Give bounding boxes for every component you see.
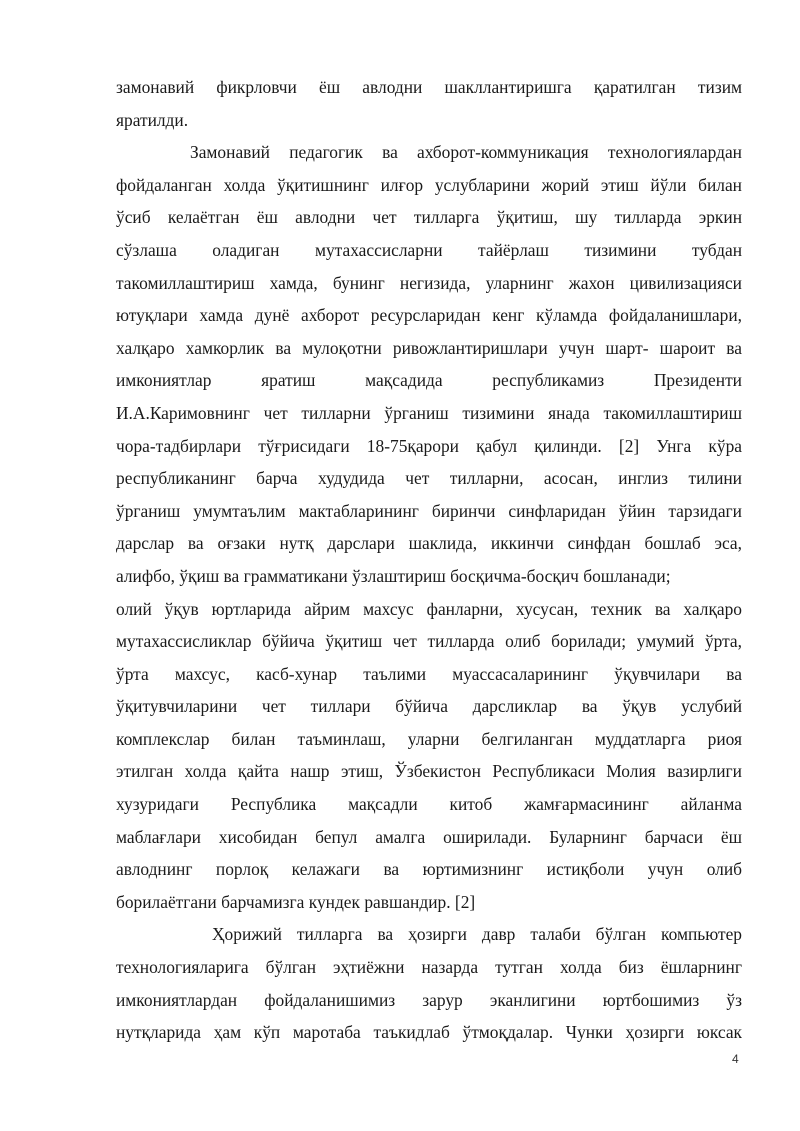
text-line: имкониятлардан фойдаланишимиз зарур эканлигини юртбошимиз ўз — [116, 989, 742, 1010]
text-line: нутқларида ҳам кўп маротаба таъкидлаб ўтмоқдалар. Чунки ҳозирги юксак — [116, 1022, 742, 1043]
paragraph-start-line: Замонавий педагогик ва ахборот-коммуникация технологиялардан — [190, 142, 742, 163]
text-line: яратилди. — [116, 109, 189, 130]
text-line: халқаро хамкорлик ва мулоқотни ривожлантиришлари учун шарт- шароит ва — [116, 337, 742, 358]
text-line: ўқитувчиларини чет тиллари бўйича дарсликлар ва ўқув услубий — [116, 696, 742, 717]
text-line: дарслар ва оғзаки нутқ дарслари шаклида, иккинчи синфдан бошлаб эса, — [116, 533, 742, 554]
text-line: борилаётгани барчамизга кундек равшандир. [2] — [116, 891, 476, 912]
text-line: алифбо, ўқиш ва грамматикани ўзлаштириш босқичма-босқич бошланади; — [116, 565, 671, 586]
text-line: мутахассисликлар бўйича ўқитиш чет тилларда олиб борилади; умумий ўрта, — [116, 631, 742, 652]
text-line: ўсиб келаётган ёш авлодни чет тилларга ўқитиш, шу тилларда эркин — [116, 207, 742, 228]
text-line: этилган холда қайта нашр этиш, Ўзбекистон Республикаси Молия вазирлиги — [116, 761, 742, 782]
text-line: замонавий фикрловчи ёш авлодни шакллантиришга қаратилган тизим — [116, 77, 742, 97]
text-line: республиканинг барча худудида чет тилларни, асосан, инглиз тилини — [116, 468, 742, 489]
text-line: такомиллаштириш хамда, бунинг негизида, уларнинг жахон цивилизацияси — [116, 272, 742, 293]
text-line: технологияларига бўлган эҳтиёжни назарда тутган холда биз ёшларнинг — [116, 957, 742, 978]
text-line: хузуридаги Республика мақсадли китоб жамғармасининг айланма — [116, 794, 742, 815]
text-line: сўзлаша оладиган мутахассисларни тайёрлаш тизимини тубдан — [116, 239, 742, 260]
page-number: 4 — [732, 1052, 739, 1066]
text-line: комплекслар билан таъминлаш, уларни белгиланган муддатларга риоя — [116, 728, 742, 749]
text-line: И.А.Каримовнинг чет тилларни ўрганиш тизимини янада такомиллаштириш — [116, 402, 742, 423]
document-body — [116, 71, 742, 1049]
text-line: чора-тадбирлари тўғрисидаги 18-75қарори қабул қилинди. [2] Унга кўра — [116, 435, 742, 456]
paragraph-start-line: Ҳорижий тилларга ва ҳозирги давр талаби бўлган компьютер — [212, 924, 742, 945]
text-line: имкониятлар яратиш мақсадида республикамиз Президенти — [116, 370, 742, 391]
text-line: ўрта махсус, касб-хунар таълими муассасаларининг ўқувчилари ва — [116, 663, 742, 684]
text-line: олий ўқув юртларида айрим махсус фанларни, хусусан, техник ва халқаро — [116, 598, 742, 619]
text-line: авлоднинг порлоқ келажаги ва юртимизнинг истиқболи учун олиб — [116, 859, 742, 880]
text-line: маблағлари хисобидан бепул амалга оширилади. Буларнинг барчаси ёш — [116, 826, 742, 847]
text-line: фойдаланган холда ўқитишнинг илғор услубларини жорий этиш йўли билан — [116, 174, 742, 195]
text-line: ютуқлари хамда дунё ахборот ресурсларидан кенг кўламда фойдаланишлари, — [116, 305, 742, 326]
text-line: ўрганиш умумтаълим мактабларининг биринчи синфларидан ўйин тарзидаги — [116, 500, 742, 521]
